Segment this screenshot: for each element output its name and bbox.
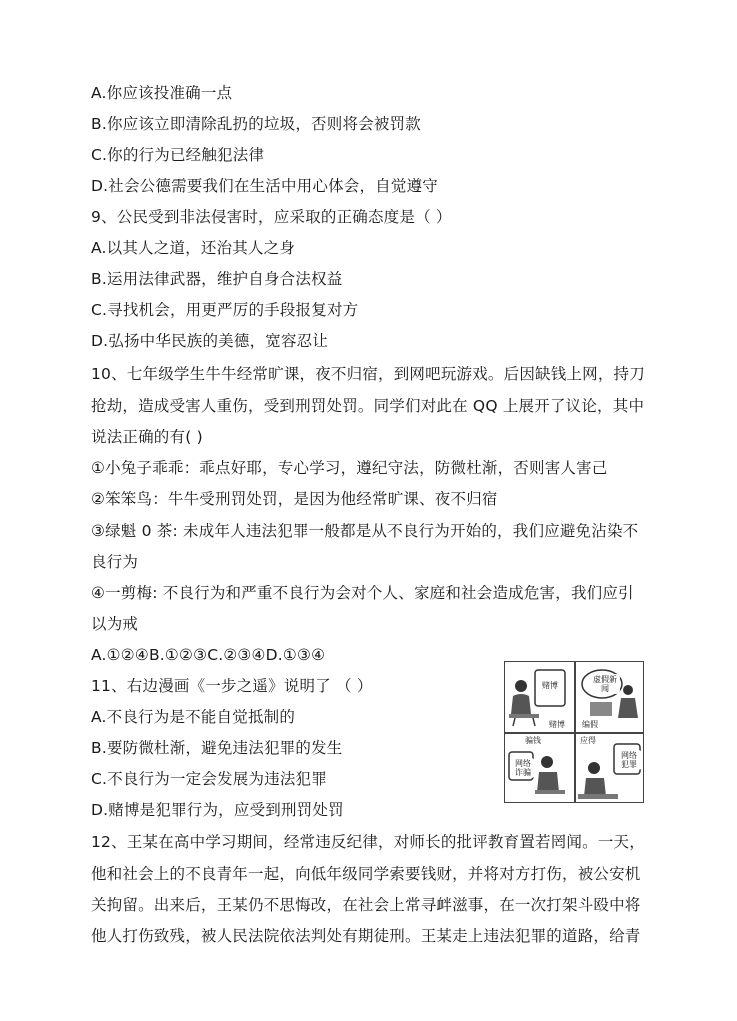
text-line: B.运用法律武器，维护自身合法权益	[91, 270, 343, 288]
comic-sign: 网络犯罪	[616, 750, 642, 770]
comic-caption: 赌博	[549, 720, 565, 729]
comic-panel-fraud	[505, 734, 573, 803]
text-line: ①小兔子乖乖：乖点好耶，专心学习，遵纪守法，防微杜渐，否则害人害己	[91, 459, 608, 477]
text-line: D.赌博是犯罪行为，应受到刑罚处罚	[91, 801, 344, 819]
comic-illustration	[504, 661, 644, 803]
question-12: 12、王某在高中学习期间，经常违反纪律，对师长的批评教育置若罔闻。一天，	[91, 833, 645, 851]
text-line: 以为戒	[91, 615, 139, 633]
comic-caption: 骗钱	[525, 736, 541, 745]
text-line: 说法正确的有( )	[91, 428, 203, 446]
text-line: D.社会公德需要我们在生活中用心体会，自觉遵守	[91, 177, 438, 195]
text-line: A.①②④B.①②③C.②③④D.①③④	[91, 646, 326, 664]
text-line: 关拘留。出来后，王某仍不思悔改，在社会上常寻衅滋事，在一次打架斗殴中将	[91, 896, 641, 914]
text-line: D.弘扬中华民族的美德，宽容忍让	[91, 332, 329, 350]
text-line: C.不良行为一定会发展为违法犯罪	[91, 770, 327, 788]
text-line: A.以其人之道，还治其人之身	[91, 239, 296, 257]
comic-caption: 编假	[582, 720, 598, 729]
text-line: A.你应该投准确一点	[91, 84, 233, 102]
text-line: B.你应该立即清除乱扔的垃圾，否则将会被罚款	[91, 115, 421, 133]
text-line: C.寻找机会，用更严厉的手段报复对方	[91, 301, 359, 319]
question-9: 9、公民受到非法侵害时，应采取的正确态度是（ ）	[91, 208, 452, 226]
comic-sign: 网络诈骗	[511, 758, 535, 778]
text-line: C.你的行为已经触犯法律	[91, 146, 265, 164]
text-line: ④一剪梅: 不良行为和严重不良行为会对个人、家庭和社会造成危害，我们应引	[91, 584, 634, 602]
comic-panel-fake-news	[576, 662, 644, 731]
comic-panel-crime	[576, 734, 644, 803]
text-line: ②笨笨鸟：牛牛受刑罚处罚，是因为他经常旷课、夜不归宿	[91, 490, 498, 508]
comic-sign: 赌博	[542, 681, 558, 690]
comic-caption: 应得	[580, 736, 596, 745]
question-10: 10、七年级学生牛牛经常旷课，夜不归宿，到网吧玩游戏。后因缺钱上网，持刀	[91, 365, 645, 383]
text-line: 他人打伤致残，被人民法院依法判处有期徒刑。王某走上违法犯罪的道路，给青	[91, 927, 641, 945]
text-line: 他和社会上的不良青年一起，向低年级同学索要钱财，并将对方打伤，被公安机	[91, 865, 641, 883]
text-line: ③绿魁 0 茶: 未成年人违法犯罪一般都是从不良行为开始的，我们应避免沾染不	[91, 522, 639, 540]
text-line: B.要防微杜渐，避免违法犯罪的发生	[91, 739, 343, 757]
text-line: 良行为	[91, 553, 139, 571]
text-line: A.不良行为是不能自觉抵制的	[91, 708, 296, 726]
comic-sign: 虚假新闻	[590, 674, 620, 694]
comic-panel-gambling	[505, 662, 573, 731]
text-line: 抢劫，造成受害人重伤，受到刑罚处罚。同学们对此在 QQ 上展开了议论，其中	[91, 397, 645, 415]
question-11: 11、右边漫画《一步之遥》说明了 （ ）	[91, 677, 373, 695]
